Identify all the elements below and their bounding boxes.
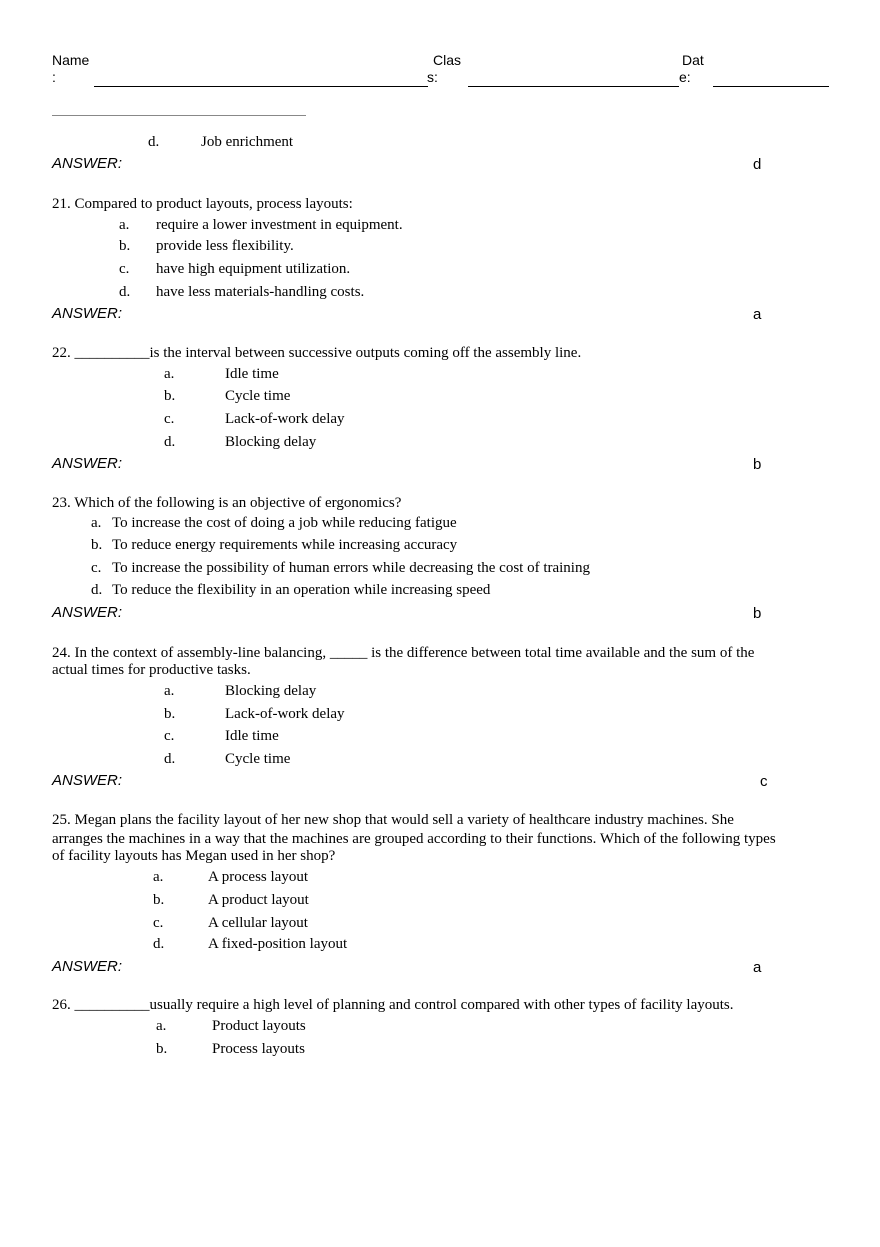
option-letter: b. xyxy=(156,1041,168,1057)
option-letter: c. xyxy=(164,411,175,427)
option-letter: a. xyxy=(91,515,102,531)
answer-label: ANSWER: xyxy=(52,305,123,322)
class-label-suffix: s: xyxy=(427,69,438,85)
option-text: To increase the possibility of human errors while decreasing the cost of training xyxy=(112,560,590,576)
option-letter: a. xyxy=(153,869,164,885)
answer-value: a xyxy=(753,306,762,323)
question-text-line-2: arranges the machines in a way that the machines are grouped according to their functions. Which of the following types xyxy=(52,831,776,847)
option-text: Lack-of-work delay xyxy=(225,411,345,427)
question-text-line-1: 25. Megan plans the facility layout of her new shop that would sell a variety of healthcare industry machines. She xyxy=(52,812,734,828)
option-letter: a. xyxy=(164,683,175,699)
option-text: A product layout xyxy=(208,892,309,908)
option-letter: d. xyxy=(164,751,176,767)
option-text: Process layouts xyxy=(212,1041,305,1057)
option-text: Idle time xyxy=(225,728,279,744)
option-letter: b. xyxy=(164,388,176,404)
answer-value: c xyxy=(760,773,768,790)
option-letter: b. xyxy=(164,706,176,722)
option-letter: c. xyxy=(91,560,102,576)
question-text-line-3: of facility layouts has Megan used in her shop? xyxy=(52,848,336,864)
question-text-line-1: 24. In the context of assembly-line balancing, _____ is the difference between total time available and the sum of the xyxy=(52,645,755,661)
option-text: A fixed-position layout xyxy=(208,936,348,952)
option-letter: b. xyxy=(153,892,165,908)
option-letter: c. xyxy=(153,915,164,931)
answer-value: b xyxy=(753,456,762,473)
answer-label: ANSWER: xyxy=(52,772,123,789)
option-letter: d. xyxy=(119,284,131,300)
option-text: Product layouts xyxy=(212,1018,306,1034)
option-text: Blocking delay xyxy=(225,434,317,450)
date-field-line[interactable] xyxy=(713,86,829,87)
answer-label: ANSWER: xyxy=(52,604,123,621)
question-text: 26. __________usually require a high level of planning and control compared with other types of facility layouts. xyxy=(52,997,734,1013)
option-letter: d. xyxy=(164,434,176,450)
option-letter: a. xyxy=(156,1018,167,1034)
class-field-line[interactable] xyxy=(468,86,679,87)
option-letter: c. xyxy=(164,728,175,744)
class-label: Clas xyxy=(433,52,462,68)
option-letter: d. xyxy=(148,134,160,150)
option-text: To reduce energy requirements while increasing accuracy xyxy=(112,537,458,553)
answer-label: ANSWER: xyxy=(52,958,123,975)
option-letter: c. xyxy=(119,261,130,277)
answer-value: a xyxy=(753,959,762,976)
option-text: A process layout xyxy=(208,869,308,885)
header-divider xyxy=(52,115,306,116)
option-text: have high equipment utilization. xyxy=(156,261,351,277)
option-letter: d. xyxy=(153,936,165,952)
answer-label: ANSWER: xyxy=(52,155,123,172)
name-label-colon: : xyxy=(52,69,56,85)
question-text: 22. __________is the interval between successive outputs coming off the assembly line. xyxy=(52,345,582,361)
date-label: Dat xyxy=(682,52,704,68)
question-text-line-2: actual times for productive tasks. xyxy=(52,662,251,678)
name-field-line[interactable] xyxy=(94,86,428,87)
option-text: have less materials-handling costs. xyxy=(156,284,365,300)
option-text: Lack-of-work delay xyxy=(225,706,345,722)
option-text: provide less flexibility. xyxy=(156,238,294,254)
option-text: Cycle time xyxy=(225,388,291,404)
question-text: 21. Compared to product layouts, process layouts: xyxy=(52,196,353,212)
question-text: 23. Which of the following is an objective of ergonomics? xyxy=(52,495,402,511)
option-text: To reduce the flexibility in an operation while increasing speed xyxy=(112,582,491,598)
answer-value: b xyxy=(753,605,762,622)
option-text: Blocking delay xyxy=(225,683,317,699)
option-letter: b. xyxy=(119,238,131,254)
name-label: Name xyxy=(52,52,90,68)
option-letter: a. xyxy=(164,366,175,382)
option-text: Idle time xyxy=(225,366,279,382)
option-letter: d. xyxy=(91,582,103,598)
option-letter: a. xyxy=(119,217,130,233)
date-label-suffix: e: xyxy=(679,69,691,85)
answer-label: ANSWER: xyxy=(52,455,123,472)
option-letter: b. xyxy=(91,537,103,553)
option-text: A cellular layout xyxy=(208,915,308,931)
option-text: To increase the cost of doing a job while reducing fatigue xyxy=(112,515,457,531)
option-text: require a lower investment in equipment. xyxy=(156,217,403,233)
option-text: Job enrichment xyxy=(201,134,294,150)
option-text: Cycle time xyxy=(225,751,291,767)
answer-value: d xyxy=(753,156,762,173)
